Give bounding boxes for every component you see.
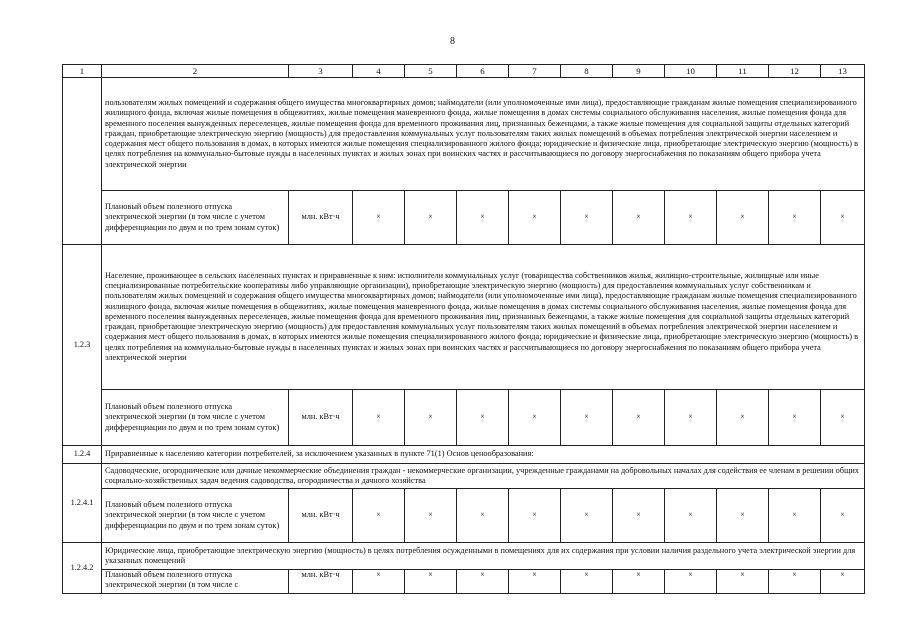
header-cell: 10 <box>665 65 717 78</box>
row-label: Плановый объем полезного отпуска электрической энергии (в том числе с учетом дифференциации по двум и по трем зонам суток) <box>102 489 289 543</box>
value-cell: × <box>405 489 457 543</box>
header-cell: 11 <box>717 65 769 78</box>
header-row <box>63 65 865 78</box>
value-cell: × <box>613 489 665 543</box>
page-number: 8 <box>450 36 455 47</box>
table-row <box>63 78 865 191</box>
value-cell: × <box>821 390 865 446</box>
table-row <box>63 543 865 570</box>
unit-cell: млн. кВт·ч <box>289 489 353 543</box>
value-cell: × <box>717 191 769 245</box>
header-cell: 9 <box>613 65 665 78</box>
value-cell: × <box>457 570 509 594</box>
section-number: 1.2.4 <box>63 446 102 464</box>
header-cell: 2 <box>102 65 289 78</box>
row-label: Плановый объем полезного отпуска электрической энергии (в том числе с <box>102 570 289 594</box>
row-label: Плановый объем полезного отпуска электрической энергии (в том числе с учетом дифференциации по двум и по трем зонам суток) <box>102 390 289 446</box>
value-cell: × <box>717 570 769 594</box>
value-cell: × <box>665 191 717 245</box>
value-cell: × <box>457 489 509 543</box>
header-cell: 3 <box>289 65 353 78</box>
header-cell: 13 <box>821 65 865 78</box>
unit-cell: млн. кВт·ч <box>289 390 353 446</box>
header-cell: 7 <box>509 65 561 78</box>
value-cell: × <box>509 191 561 245</box>
value-cell: × <box>769 570 821 594</box>
section-number <box>63 78 102 245</box>
table-row <box>63 570 865 594</box>
value-cell: × <box>665 489 717 543</box>
value-cell: × <box>457 191 509 245</box>
value-cell: × <box>717 489 769 543</box>
value-cell: × <box>769 191 821 245</box>
value-cell: × <box>353 489 405 543</box>
tariff-table <box>62 64 865 594</box>
header-cell: 8 <box>561 65 613 78</box>
value-cell: × <box>509 570 561 594</box>
value-cell: × <box>561 390 613 446</box>
value-cell: × <box>457 390 509 446</box>
section-description: Приравненные к населению категории потребителей, за исключением указанных в пункте 71(1) Основ ценообразования: <box>102 446 865 464</box>
value-cell: × <box>561 570 613 594</box>
table-row <box>63 489 865 543</box>
header-cell: 12 <box>769 65 821 78</box>
header-cell: 4 <box>353 65 405 78</box>
section-description: пользователям жилых помещений и содержания общего имущества многоквартирных домов; наймодатели (или уполномоченные ими лица), предоставляющие гражданам жилые помещения специализированного жилищного фонда, включая жилые помещения в общежитиях, жилые помещения маневренного фонда, жилые помещения в домах системы социального обслуживания населения, жилые помещения фонда для временного поселения вынужденных переселенцев, жилые помещения фонда для временного проживания лиц, признанных беженцами, а также жилые помещения для социальной защиты отдельных категорий граждан, приобретающие электрическую энергию (мощность) для предоставления коммунальных услуг пользователям таких жилых помещений в объемах потребления электрической энергии населением и содержания мест общего пользования в домах, в которых имеются жилые помещения специализированного жилого фонда; юридические и физические лица, приобретающие электрическую энергию (мощность) в целях потребления на коммунально-бытовые нужды в населенных пунктах и жилых зонах при воинских частях и рассчитывающиеся по договору энергоснабжения по показаниям общего прибора учета электрической энергии <box>102 78 865 191</box>
value-cell: × <box>405 390 457 446</box>
value-cell: × <box>821 570 865 594</box>
value-cell: × <box>509 390 561 446</box>
table-row <box>63 390 865 446</box>
value-cell: × <box>665 390 717 446</box>
section-description: Юридические лица, приобретающие электрическую энергию (мощность) в целях потребления осужденными в помещениях для их содержания при условии наличия раздельного учета электрической энергии для указанных помещений <box>102 543 865 570</box>
value-cell: × <box>821 489 865 543</box>
unit-cell: млн. кВт·ч <box>289 191 353 245</box>
value-cell: × <box>405 570 457 594</box>
value-cell: × <box>717 390 769 446</box>
table-row <box>63 446 865 464</box>
header-cell: 6 <box>457 65 509 78</box>
table-row <box>63 245 865 390</box>
section-description: Садоводческие, огороднические или дачные некоммерческие объединения граждан - некоммерческие организации, учрежденные гражданами на добровольных началах для содействия ее членам в решении общих социально-хозяйственных задач ведения садоводства, огородничества и дачного хозяйства <box>102 464 865 489</box>
row-label: Плановый объем полезного отпуска электрической энергии (в том числе с учетом дифференциации по двум и по трем зонам суток) <box>102 191 289 245</box>
value-cell: × <box>613 191 665 245</box>
value-cell: × <box>509 489 561 543</box>
value-cell: × <box>405 191 457 245</box>
section-number: 1.2.4.2 <box>63 543 102 594</box>
value-cell: × <box>769 489 821 543</box>
value-cell: × <box>561 489 613 543</box>
value-cell: × <box>821 191 865 245</box>
value-cell: × <box>665 570 717 594</box>
table-row <box>63 191 865 245</box>
section-number: 1.2.4.1 <box>63 464 102 543</box>
value-cell: × <box>353 191 405 245</box>
header-cell: 1 <box>63 65 102 78</box>
value-cell: × <box>561 191 613 245</box>
section-number: 1.2.3 <box>63 245 102 446</box>
value-cell: × <box>353 570 405 594</box>
value-cell: × <box>613 390 665 446</box>
header-cell: 5 <box>405 65 457 78</box>
value-cell: × <box>353 390 405 446</box>
section-description: Население, проживающее в сельских населенных пунктах и приравненные к ним: исполнители коммунальных услуг (товарищества собственников жилья, жилищно-строительные, жилищные или иные специализированные потребительские кооперативы либо управляющие организации), приобретающие электрическую энергию (мощность) для предоставления коммунальных услуг собственникам и пользователям жилых помещений и содержания общего имущества многоквартирных домов; наймодатели (или уполномоченные ими лица), предоставляющие гражданам жилые помещения специализированного жилищного фонда, включая жилые помещения в общежитиях, жилые помещения маневренного фонда, жилые помещения в домах системы социального обслуживания населения, жилые помещения фонда для временного поселения вынужденных переселенцев, жилые помещения фонда для временного проживания лиц, признанных беженцами, а также жилые помещения для социальной защиты отдельных категорий граждан, приобретающие электрическую энергию (мощность) для предоставления коммунальных услуг пользователям таких жилых помещений в объемах потребления электрической энергии населением и содержания мест общего пользования в домах, в которых имеются жилые помещения специализированного жилого фонда; юридические и физические лица, приобретающие электрическую энергию (мощность) в целях потребления на коммунально-бытовые нужды в населенных пунктах и жилых зонах при воинских частях и рассчитывающиеся по договору энергоснабжения по показаниям общего прибора учета электрической энергии <box>102 245 865 390</box>
table-row <box>63 464 865 489</box>
unit-cell: млн. кВт·ч <box>289 570 353 594</box>
value-cell: × <box>769 390 821 446</box>
value-cell: × <box>613 570 665 594</box>
